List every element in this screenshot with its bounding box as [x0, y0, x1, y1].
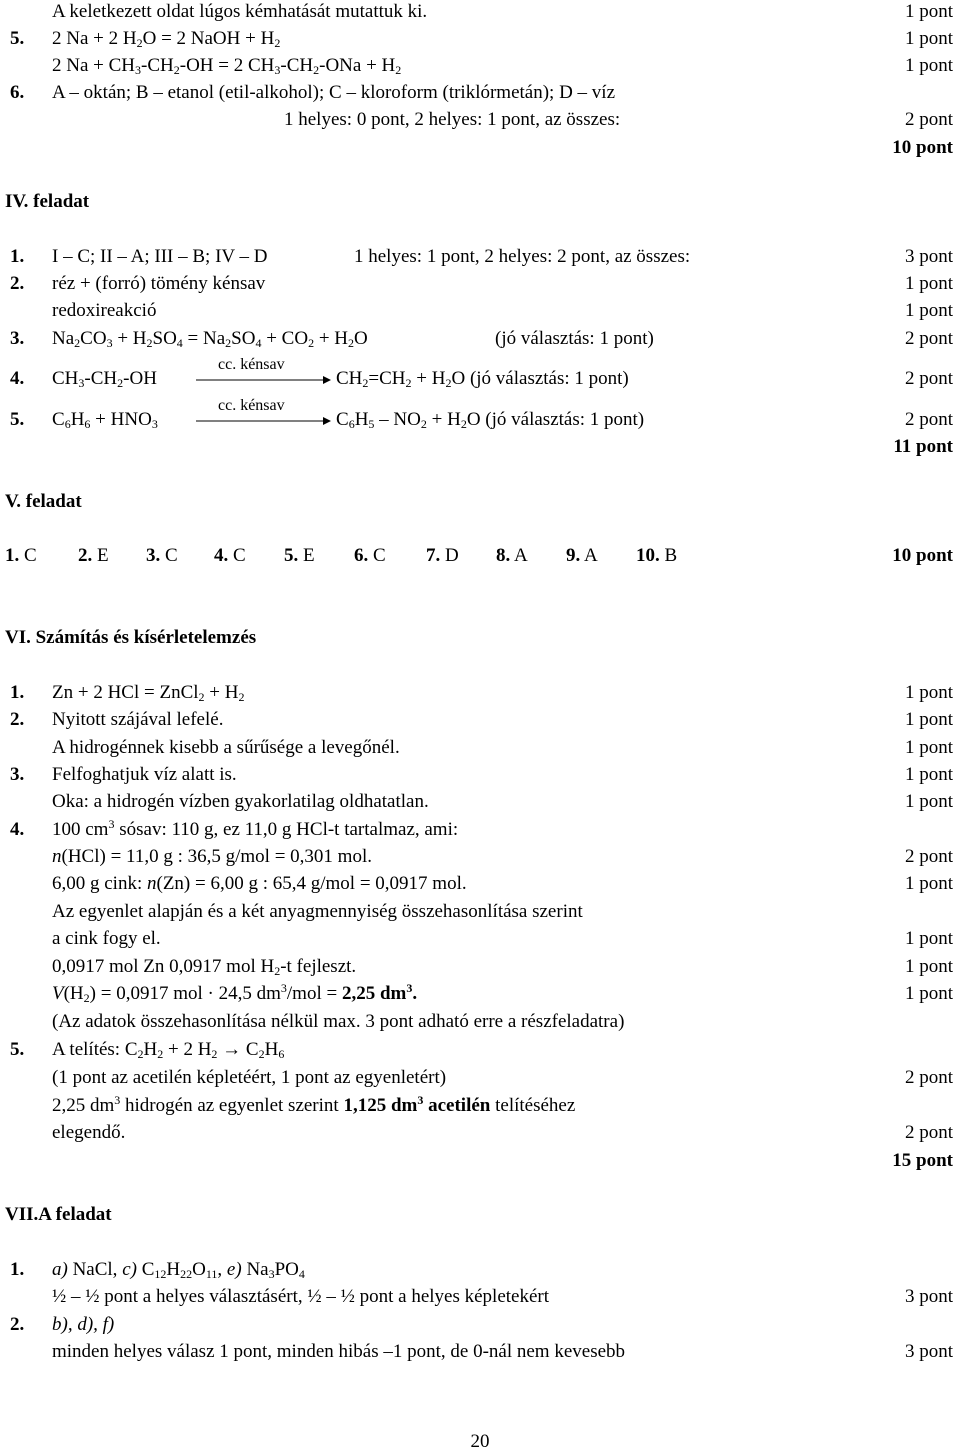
points: 1 pont — [904, 983, 953, 1004]
text: (jó választás: 1 pont) — [469, 368, 629, 389]
points: 1 pont — [904, 791, 953, 812]
line — [0, 681, 960, 705]
line — [0, 900, 960, 924]
equation: Zn + 2 HCl = ZnCl$_2$ + $H_2$ — [52, 682, 245, 704]
line — [0, 1313, 960, 1337]
item-number: 1. — [10, 1259, 25, 1280]
item-number: 2. — [10, 273, 25, 294]
total-points: 15 pont — [892, 1150, 953, 1171]
item-number: 5. — [10, 1039, 25, 1060]
text: n(HCl) = 11,0 g : 36,5 g/mol = 0,301 mol. — [52, 846, 372, 867]
line — [0, 818, 960, 842]
reaction-arrow-icon — [196, 414, 331, 428]
points: 1 pont — [904, 764, 953, 785]
item-number: 3. — [10, 328, 25, 349]
total-points: 10 pont — [892, 545, 953, 566]
points: 1 pont — [904, 55, 953, 76]
line — [0, 1094, 960, 1118]
line — [0, 1121, 960, 1145]
text: (Zn) = 6,00 g : 65,4 g/mol = 0,0917 mol. — [156, 873, 467, 894]
text: (HCl) = 11,0 g : 36,5 g/mol = 0,301 mol. — [61, 846, 372, 867]
line — [0, 1258, 960, 1282]
line — [0, 763, 960, 787]
line — [0, 955, 960, 979]
equation: 2 $Na + CH_3-CH_2-OH = 2$ $CH_3-CH_2$-ONa + $H_2$ — [52, 55, 402, 77]
equation-left: $C_6H_6 + HNO_3$ — [52, 409, 158, 431]
points: 1 pont — [904, 273, 953, 294]
text: A keletkezett oldat lúgos kémhatását mutattuk ki. — [52, 1, 428, 22]
line — [0, 435, 960, 459]
line — [0, 1066, 960, 1090]
text: 0,0917 mol Zn 0,0917 mol $H_2-t$ fejleszt. — [52, 956, 357, 978]
points: 1 pont — [904, 928, 953, 949]
text: 2,25 $dm^3$ hidrogén az egyenlet szerint 1,125 $dm^3$ acetilén telítéséhez — [52, 1093, 576, 1116]
line — [0, 272, 960, 296]
points: 1 pont — [904, 28, 953, 49]
item-number: 5. — [10, 28, 25, 49]
section-title: V. feladat — [5, 491, 82, 512]
text: 1 helyes: 0 pont, 2 helyes: 1 pont, az összes: — [284, 109, 621, 130]
points: 1 pont — [904, 682, 953, 703]
line — [0, 27, 960, 51]
points: 3 pont — [904, 246, 953, 267]
answer-3: 3. C — [146, 545, 178, 566]
section-heading — [0, 1203, 960, 1227]
answer-9: 9. A — [566, 545, 598, 566]
points: 1 pont — [904, 709, 953, 730]
text: réz + (forró) tömény kénsav — [52, 273, 266, 294]
line — [0, 1285, 960, 1309]
line — [0, 845, 960, 869]
text: minden helyes válasz 1 pont, minden hibás –1 pont, de 0-nál nem kevesebb — [52, 1341, 626, 1362]
equation: $Na_2CO_3 + H_2SO_4 = Na_2SO_4 + CO_2 + H_2O$ — [52, 328, 368, 350]
text: ½ – ½ pont a helyes választásért, ½ – ½ pont a helyes képletekért — [52, 1286, 550, 1307]
line — [0, 790, 960, 814]
text: Az egyenlet alapján és a két anyagmennyiség összehasonlítása szerint — [52, 901, 583, 922]
item-number: 3. — [10, 764, 25, 785]
points: 2 pont — [904, 328, 953, 349]
points: 2 pont — [904, 1067, 953, 1088]
item-number: 6. — [10, 82, 25, 103]
answer-5: 5. E — [284, 545, 315, 566]
points: 1 pont — [904, 300, 953, 321]
answer-10: 10. B — [636, 545, 678, 566]
text: I – C; II – A; III – B; IV – D — [52, 246, 268, 267]
item-number: 5. — [10, 409, 25, 430]
equation-left: $CH_3-CH_2-OH$ — [52, 368, 157, 390]
text: (1 pont az acetilén képletéért, 1 pont az egyenletért) — [52, 1067, 447, 1088]
line — [0, 356, 960, 391]
line — [0, 1038, 960, 1062]
points: 2 pont — [904, 109, 953, 130]
points: 1 pont — [904, 873, 953, 894]
line — [0, 1340, 960, 1364]
equation: 2 Na + 2 $H_2O = 2$ NaOH + $H_2$ — [52, 28, 281, 50]
text: a cink fogy el. — [52, 928, 161, 949]
reaction-arrow-icon — [196, 373, 331, 387]
item-number: 2. — [10, 709, 25, 730]
section-heading — [0, 190, 960, 214]
text: Oka: a hidrogén vízben gyakorlatilag oldhatatlan. — [52, 791, 429, 812]
item-number: 2. — [10, 1314, 25, 1335]
total-points: 10 pont — [892, 137, 953, 158]
line — [0, 927, 960, 951]
answer-8: 8. A — [496, 545, 528, 566]
points: 3 pont — [904, 1286, 953, 1307]
points: 2 pont — [904, 1122, 953, 1143]
text: (jó választás: 1 pont) — [485, 409, 645, 430]
equation-right: $C_6H_5 - NO_2 + H_2O$ (jó választás: 1 pont) — [336, 409, 645, 431]
line — [0, 327, 960, 351]
text: redoxireakció — [52, 300, 157, 321]
section-title: IV. feladat — [5, 191, 90, 212]
line — [0, 81, 960, 105]
page-number: 20 — [470, 1431, 490, 1452]
answer-7: 7. D — [426, 545, 459, 566]
text: elegendő. — [52, 1122, 126, 1143]
item-number: 1. — [10, 682, 25, 703]
points: 2 pont — [904, 409, 953, 430]
line — [0, 108, 960, 132]
text: (Az adatok összehasonlítása nélkül max. 3 pont adható erre a részfeladatra) — [52, 1011, 625, 1032]
text: 1 helyes: 1 pont, 2 helyes: 2 pont, az összes: — [354, 246, 691, 267]
equation-right: $CH_2=CH_2 + H_2O$ (jó választás: 1 pont) — [336, 368, 629, 390]
line — [0, 708, 960, 732]
section-title: VII.A feladat — [5, 1204, 112, 1225]
text: (jó választás: 1 pont) — [495, 328, 654, 349]
text: 6,00 g cink: — [52, 873, 147, 894]
points: 3 pont — [904, 1341, 953, 1362]
text: b), d), f) — [52, 1314, 115, 1335]
item-number: 1. — [10, 246, 25, 267]
points: 1 pont — [904, 1, 953, 22]
answer-4: 4. C — [214, 545, 246, 566]
text: 100 $cm^3$ sósav: 110 g, ez 11,0 g HCl-t tartalmaz, ami: — [52, 817, 459, 840]
text: a) NaCl, c) $C_{12}H_{22}O_{11}$, e) $Na_3PO_4$ — [52, 1259, 305, 1281]
line — [0, 397, 960, 432]
answer-2: 2. E — [78, 545, 109, 566]
points: 1 pont — [904, 737, 953, 758]
section-title: VI. Számítás és kísérletelemzés — [5, 627, 257, 648]
line — [0, 1010, 960, 1034]
line — [0, 736, 960, 760]
arrow-label: cc. kénsav — [218, 356, 285, 373]
line — [0, 0, 960, 24]
answer-row — [0, 544, 960, 568]
total-points: 11 pont — [893, 436, 953, 457]
arrow-label: cc. kénsav — [218, 397, 285, 414]
line — [0, 136, 960, 160]
line — [0, 245, 960, 269]
text: Nyitott szájával lefelé. — [52, 709, 224, 730]
text: sósav: 110 g, ez 11,0 g HCl-t tartalmaz, ami: — [119, 819, 459, 840]
text: 6,00 g cink: n(Zn) = 6,00 g : 65,4 g/mol = 0,0917 mol. — [52, 873, 467, 894]
item-number: 4. — [10, 368, 25, 389]
line — [0, 1149, 960, 1173]
answer-6: 6. C — [354, 545, 386, 566]
points: 1 pont — [904, 956, 953, 977]
text: A – oktán; B – etanol (etil-alkohol); C – kloroform (triklórmetán); D – víz — [52, 82, 616, 103]
text: A hidrogénnek kisebb a sűrűsége a levegőnél. — [52, 737, 400, 758]
answer-1: 1. C — [5, 545, 37, 566]
equation: A telítés: $C_2H_2 + 2$ $H_2 \to C_2H_6$ — [52, 1039, 285, 1061]
item-number: 4. — [10, 819, 25, 840]
line — [0, 54, 960, 78]
section-heading — [0, 626, 960, 650]
line — [0, 872, 960, 896]
points: 2 pont — [904, 846, 953, 867]
points: 2 pont — [904, 368, 953, 389]
line — [0, 299, 960, 323]
text: Felfoghatjuk víz alatt is. — [52, 764, 237, 785]
line — [0, 982, 960, 1006]
text: $V(H_2) = 0,0917$ mol · 24,5 $dm^3$/mol = 2,25 $dm^3$. — [52, 981, 418, 1005]
section-heading — [0, 490, 960, 514]
